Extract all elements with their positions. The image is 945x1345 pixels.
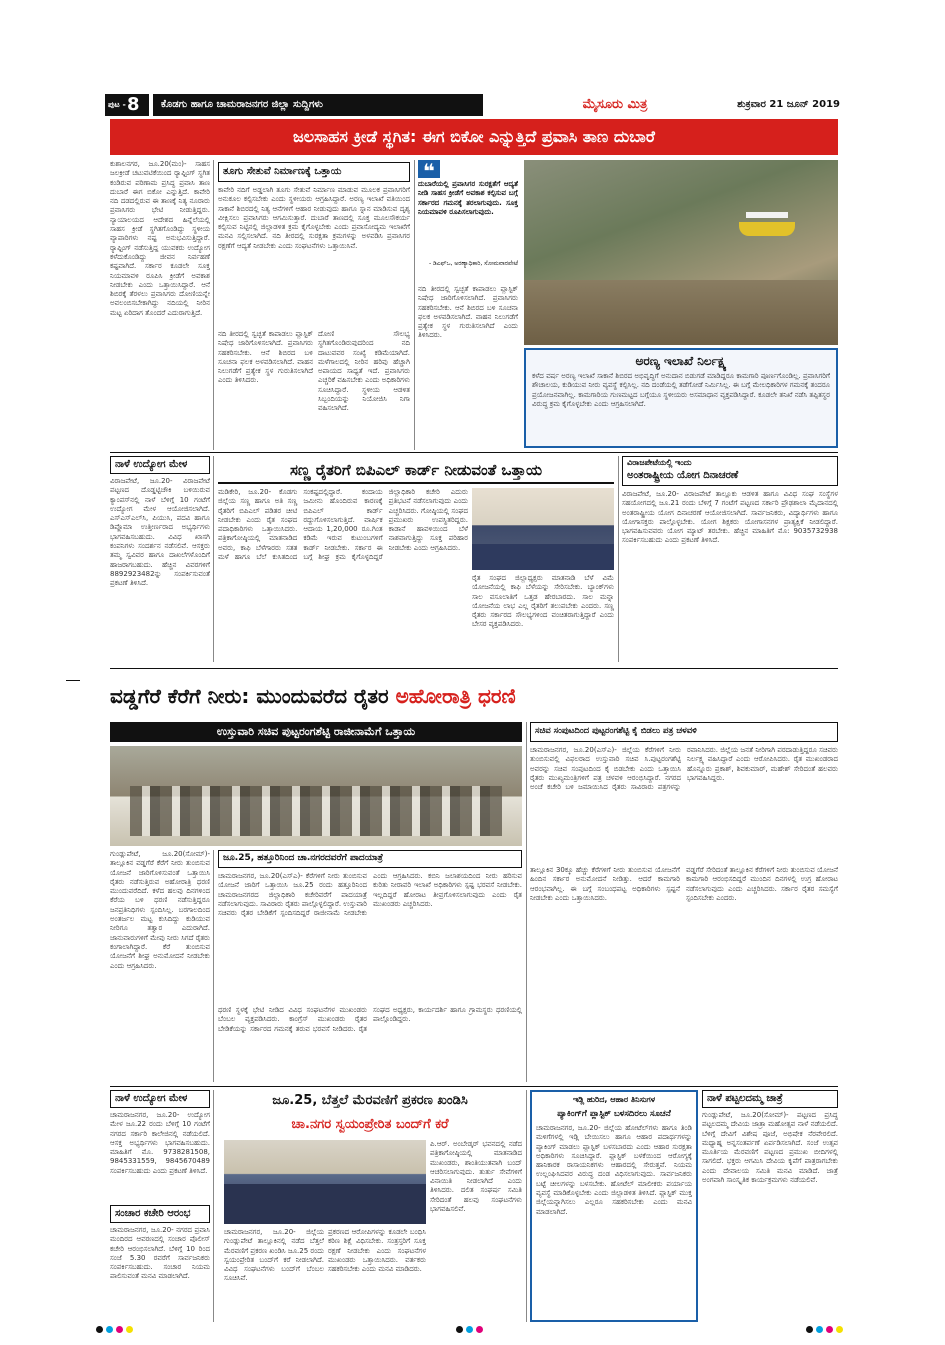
march-text: ಚಾಮರಾಜನಗರ, ಜೂ.20(ಎಸ್‌ಎ)- ಕೆರೆಗಳಿಗೆ ನೀರು ತುಂಬಿಸುವ ಯೋಜನೆ ಜಾರಿಗೆ ಒತ್ತಾಯಿಸಿ ಜೂ.25 ರಂದು ಹತ್ತೂರಿನಿಂದ ಚಾಮರಾಜನಗರದ ಜಿಲ್ಲಾಧಿಕಾರಿ ಕಚೇರಿವರೆಗೆ ಪಾದಯಾತ್ರೆ ನಡೆಸಲಾಗುವುದು. ಸಾವಿರಾರು ರೈತರು ಪಾಲ್ಗೊಳ್ಳಲಿದ್ದಾರೆ. ಉಸ್ತುವಾರಿ ಸಚಿವರು ರೈತರ ಬೇಡಿಕೆಗೆ ಸ್ಪಂದಿಸದಿದ್ದರೆ ರಾಜೀನಾಮೆ ನೀಡಬೇಕು ಎಂದು ಆಗ್ರಹಿಸಿದರು. ಕಬಿನಿ ಜಲಾಶಯದಿಂದ ನೀರು ಹರಿಸುವ ಕುರಿತು ನೀರಾವರಿ ಇಲಾಖೆ ಅಧಿಕಾರಿಗಳು ಸ್ಪಷ್ಟ ಭರವಸೆ ನೀಡಬೇಕು. ಇಲ್ಲದಿದ್ದರೆ ಹೋರಾಟ ತೀವ್ರಗೊಳಿಸಲಾಗುವುದು ಎಂದು ರೈತ ಮುಖಂಡರು ಎಚ್ಚರಿಸಿದರು. <box>218 872 522 918</box>
plastic-text: ಚಾಮರಾಜನಗರ, ಜೂ.20- ಜಿಲ್ಲೆಯ ಹೋಟೆಲ್‌ಗಳು ಹಾಗೂ ತಿಂಡಿ ಮಳಿಗೆಗಳಲ್ಲಿ ಇಡ್ಲಿ ಬೇಯಿಸಲು ಹಾಗೂ ಆಹಾರ ಪದಾರ್ಥಗಳನ್ನು ಪ್ಯಾಕಿಂಗ್ ಮಾಡಲು ಪ್ಲಾಸ್ಟಿಕ್ ಬಳಸಬಾರದು ಎಂದು ಆಹಾರ ಸುರಕ್ಷತಾ ಅಧಿಕಾರಿಗಳು ಸೂಚಿಸಿದ್ದಾರೆ. ಪ್ಲಾಸ್ಟಿಕ್ ಬಳಕೆಯಿಂದ ಆರೋಗ್ಯಕ್ಕೆ ಹಾನಿಕಾರಕ ರಾಸಾಯನಿಕಗಳು ಆಹಾರದಲ್ಲಿ ಸೇರುತ್ತವೆ. ನಿಯಮ ಉಲ್ಲಂಘಿಸಿದವರ ವಿರುದ್ಧ ದಂಡ ವಿಧಿಸಲಾಗುವುದು. ಸಾರ್ವಜನಿಕರು ಬಟ್ಟೆ ಚೀಲಗಳನ್ನು ಬಳಸಬೇಕು. ಹೋಟೆಲ್ ಮಾಲೀಕರು ಪರ್ಯಾಯ ವ್ಯವಸ್ಥೆ ಮಾಡಿಕೊಳ್ಳಬೇಕು ಎಂದು ಜಿಲ್ಲಾಡಳಿತ ತಿಳಿಸಿದೆ. ಪ್ಲಾಸ್ಟಿಕ್ ಮುಕ್ತ ಜಿಲ್ಲೆಯನ್ನಾಗಿಸಲು ಎಲ್ಲರೂ ಸಹಕರಿಸಬೇಕು ಎಂದು ಮನವಿ ಮಾಡಲಾಗಿದೆ. <box>536 1124 692 1216</box>
reg-dot-black <box>456 1326 463 1333</box>
bpl-text: ಮಡಿಕೇರಿ, ಜೂ.20- ಕೊಡಗು ಜಿಲ್ಲೆಯ ಸಣ್ಣ ಹಾಗೂ ಅತಿ ಸಣ್ಣ ರೈತರಿಗೆ ಬಿಪಿಎಲ್ ಪಡಿತರ ಚೀಟಿ ನೀಡಬೇಕು ಎಂದು ರೈತ ಸಂಘದ ಪದಾಧಿಕಾರಿಗಳು ಒತ್ತಾಯಿಸಿದರು. ಪತ್ರಿಕಾಗೋಷ್ಠಿಯಲ್ಲಿ ಮಾತನಾಡಿದ ಅವರು, ಕಾಫಿ ಬೆಳೆಗಾರರು ಸತತ ಮಳೆ ಹಾಗೂ ಬೆಲೆ ಕುಸಿತದಿಂದ ಸಂಕಷ್ಟದಲ್ಲಿದ್ದಾರೆ. ಕಂದಾಯ ಜಮೀನು ಹೊಂದಿರುವ ಕಾರಣಕ್ಕೆ ಬಿಪಿಎಲ್ ಕಾರ್ಡ್ ರದ್ದುಗೊಳಿಸಲಾಗುತ್ತಿದೆ. ವಾರ್ಷಿಕ ಆದಾಯ 1,20,000 ರೂ.ಗಿಂತ ಕಡಿಮೆ ಇರುವ ಕುಟುಂಬಗಳಿಗೆ ಕಾರ್ಡ್ ನೀಡಬೇಕು. ಸರ್ಕಾರ ಈ ಬಗ್ಗೆ ಶೀಘ್ರ ಕ್ರಮ ಕೈಗೊಳ್ಳದಿದ್ದರೆ ಜಿಲ್ಲಾಧಿಕಾರಿ ಕಚೇರಿ ಎದುರು ಪ್ರತಿಭಟನೆ ನಡೆಸಲಾಗುವುದು ಎಂದು ಎಚ್ಚರಿಸಿದರು. ಗೋಷ್ಠಿಯಲ್ಲಿ ಸಂಘದ ಪ್ರಮುಖರು ಉಪಸ್ಥಿತರಿದ್ದರು. ಕಾಡಾನೆ ಹಾವಳಿಯಿಂದ ಬೆಳೆ ನಾಶವಾಗುತ್ತಿದ್ದು ಸೂಕ್ತ ಪರಿಹಾರ ನೀಡಬೇಕು ಎಂದು ಆಗ್ರಹಿಸಿದರು. <box>218 488 468 562</box>
col-rule <box>213 160 214 450</box>
forest-box-title: ಅರಣ್ಯ ಇಲಾಖೆ ನಿರ್ಲಕ್ಷ್ಯ <box>635 354 727 368</box>
quote-text: ದುಬಾರೆಯಲ್ಲಿ ಪ್ರವಾಸಿಗರ ಸುರಕ್ಷತೆಗೆ ಆದ್ಯತೆ ನೀಡಿ ಸಾಹಸ ಕ್ರೀಡೆಗೆ ಅವಕಾಶ ಕಲ್ಪಿಸುವ ಬಗ್ಗೆ ಸರ್ಕಾರದ ಗಮನಕ್ಕೆ ತರಲಾಗುವುದು. ಸೂಕ್ತ ನಿಯಮಾವಳಿ ರೂಪಿಸಲಾಗುವುದು. <box>418 180 518 216</box>
yoga-title: ಅಂತರಾಷ್ಟ್ರೀಯ ಯೋಗ ದಿನಾಚರಣೆ <box>627 470 739 481</box>
lead-col4-text: ನದಿ ತೀರದಲ್ಲಿ ಸ್ವಚ್ಛತೆ ಕಾಪಾಡಲು ಪ್ಲಾಸ್ಟಿಕ್ ನಿಷೇಧ ಜಾರಿಗೊಳಿಸಲಾಗಿದೆ. ಪ್ರವಾಸಿಗರು ಸಹಕರಿಸಬೇಕು. ಆನೆ ಶಿಬಿರದ ಬಳಿ ಸೂಚನಾ ಫಲಕ ಅಳವಡಿಸಲಾಗಿದೆ. ವಾಹನ ನಿಲುಗಡೆಗೆ ಪ್ರತ್ಯೇಕ ಸ್ಥಳ ಗುರುತಿಸಲಾಗಿದೆ ಎಂದು ತಿಳಿಸಿದರು. <box>418 285 518 340</box>
protest-headline-b: ಅಹೋರಾತ್ರಿ ಧರಣಿ <box>395 684 516 708</box>
page-number: 8 <box>127 94 140 115</box>
minister-text: ಚಾಮರಾಜನಗರ, ಜೂ.20(ಎಸ್‌ಎ)- ಜಿಲ್ಲೆಯ ಕೆರೆಗಳಿಗೆ ನೀರು ತುಂಬಿಸುವಲ್ಲಿ ವಿಫಲರಾದ ಉಸ್ತುವಾರಿ ಸಚಿವ ಸಿ.ಪುಟ್ಟರಂಗಶೆಟ್ಟಿ ಅವರನ್ನು ಸಚಿವ ಸಂಪುಟದಿಂದ ಕೈ ಬಿಡಬೇಕು ಎಂದು ಒತ್ತಾಯಿಸಿ ರೈತರು ಮುಖ್ಯಮಂತ್ರಿಗಳಿಗೆ ಪತ್ರ ಚಳವಳಿ ಆರಂಭಿಸಿದ್ದಾರೆ. ನಗರದ ಅಂಚೆ ಕಚೇರಿ ಬಳಿ ಜಮಾಯಿಸಿದ ರೈತರು ಸಾವಿರಾರು ಪತ್ರಗಳನ್ನು ರವಾನಿಸಿದರು. ಜಿಲ್ಲೆಯ ಜನತೆ ನೀರಿಗಾಗಿ ಪರದಾಡುತ್ತಿದ್ದರೂ ಸಚಿವರು ನಿರ್ಲಕ್ಷ್ಯ ವಹಿಸಿದ್ದಾರೆ ಎಂದು ಆರೋಪಿಸಿದರು. ರೈತ ಮುಖಂಡರಾದ ಹೊನ್ನೂರು ಪ್ರಕಾಶ್, ಶಿವಕುಮಾರ್, ಮಹೇಶ್ ಸೇರಿದಂತೆ ಹಲವರು ಭಾಗವಹಿಸಿದ್ದರು. <box>530 746 838 792</box>
reg-dot-magenta <box>476 1326 483 1333</box>
bandh-kicker: ಜೂ.25, ಬೆತ್ತಲೆ ಮೆರವಣಿಗೆ ಪ್ರಕರಣ ಖಂಡಿಸಿ <box>272 1093 468 1108</box>
reg-dot-magenta <box>826 1326 833 1333</box>
crop-mark <box>66 680 80 681</box>
section-title: ಕೊಡಗು ಹಾಗೂ ಚಾಮರಾಜನಗರ ಜಿಲ್ಲಾ ಸುದ್ದಿಗಳು <box>153 94 483 116</box>
river-bank <box>524 280 838 345</box>
plastic-box <box>530 1090 698 1322</box>
col-rule <box>526 1090 527 1322</box>
march-headline: ಜೂ.25, ಹತ್ತೂರಿನಿಂದ ಚಾ.ನಗರದವರೆಗೆ ಪಾದಯಾತ್ರೆ <box>218 850 522 868</box>
bpl-headline: ಸಣ್ಣ ರೈತರಿಗೆ ಬಿಪಿಎಲ್ ಕಾರ್ಡ್ ನೀಡುವಂತೆ ಒತ್ತಾಯ <box>218 456 614 484</box>
masthead <box>105 94 840 116</box>
reg-dot-cyan <box>466 1326 473 1333</box>
reg-dot-cyan <box>816 1326 823 1333</box>
protest-subhead: ಉಸ್ತುವಾರಿ ಸಚಿವ ಪುಟ್ಟರಂಗಶೆಟ್ಟಿ ರಾಜೀನಾಮೆಗೆ ಒತ್ತಾಯ <box>110 722 522 742</box>
col-rule <box>213 456 214 662</box>
lead-col3b-text: ದೋಣಿ ಸೌಲಭ್ಯ ಸ್ಥಗಿತಗೊಂಡಿರುವುದರಿಂದ ನದಿ ದಾಟುವವರ ಸಂಖ್ಯೆ ಕಡಿಮೆಯಾಗಿದೆ. ಮಳೆಗಾಲದಲ್ಲಿ ನೀರಿನ ಹರಿವು ಹೆಚ್ಚಾಗಿ ಅಪಾಯದ ಸಾಧ್ಯತೆ ಇದೆ. ಪ್ರವಾಸಿಗರು ಎಚ್ಚರಿಕೆ ವಹಿಸಬೇಕು ಎಂದು ಅಧಿಕಾರಿಗಳು ಸೂಚಿಸಿದ್ದಾರೆ. ಸ್ಥಳೀಯ ಆಡಳಿತ ಸಿಬ್ಬಂದಿಯನ್ನು ನಿಯೋಜಿಸಿ ನಿಗಾ ವಹಿಸಲಾಗಿದೆ. <box>318 330 410 413</box>
bpl-text2: ರೈತ ಸಂಘದ ಜಿಲ್ಲಾಧ್ಯಕ್ಷರು ಮಾತನಾಡಿ ಬೆಳೆ ವಿಮೆ ಯೋಜನೆಯಲ್ಲಿ ಕಾಫಿ ಬೆಳೆಯನ್ನು ಸೇರಿಸಬೇಕು. ಬ್ಯಾಂಕ್‌ಗಳು ಸಾಲ ವಸೂಲಾತಿಗೆ ಒತ್ತಡ ಹೇರಬಾರದು. ಸಾಲ ಮನ್ನಾ ಯೋಜನೆಯ ಲಾಭ ಎಲ್ಲ ರೈತರಿಗೆ ತಲುಪಬೇಕು ಎಂದರು. ಸಣ್ಣ ರೈತರು ಸರ್ಕಾರದ ಸೌಲಭ್ಯಗಳಿಂದ ವಂಚಿತರಾಗುತ್ತಿದ್ದಾರೆ ಎಂದು ಬೇಸರ ವ್ಯಕ್ತಪಡಿಸಿದರು. <box>472 574 614 629</box>
reg-dot-black <box>806 1326 813 1333</box>
bandh-col1: ಚಾಮರಾಜನಗರ, ಜೂ.20- ಜಿಲ್ಲೆಯ ಗುಂಡ್ಲುಪೇಟೆ ತಾಲ್ಲೂಕಿನಲ್ಲಿ ನಡೆದ ಬೆತ್ತಲೆ ಮೆರವಣಿಗೆ ಪ್ರಕರಣ ಖಂಡಿಸಿ ಜೂ.25 ರಂದು ಸ್ವಯಂಪ್ರೇರಿತ ಬಂದ್‌ಗೆ ಕರೆ ನೀಡಲಾಗಿದೆ. ವಿವಿಧ ಸಂಘಟನೆಗಳು ಬಂದ್‌ಗೆ ಬೆಂಬಲ ಸೂಚಿಸಿವೆ. <box>224 1228 324 1283</box>
issue-date: ಶುಕ್ರವಾರ 21 ಜೂನ್ 2019 <box>737 99 840 110</box>
jatre-title: ನಾಳೆ ಪಟ್ಟಲದಮ್ಮ ಜಾತ್ರೆ <box>702 1090 838 1108</box>
court-text: ಚಾಮರಾಜನಗರ, ಜೂ.20- ನಗರದ ಪ್ರವಾಸಿ ಮಂದಿರದ ಆವರಣದಲ್ಲಿ ಸಂಚಾರ ಪೊಲೀಸ್ ಕಚೇರಿ ಆರಂಭಿಸಲಾಗಿದೆ. ಬೆಳಿಗ್ಗೆ 10 ರಿಂದ ಸಂಜೆ 5.30 ರವರೆಗೆ ಸಾರ್ವಜನಿಕರು ಸಂಪರ್ಕಿಸಬಹುದು. ಸಂಚಾರ ನಿಯಮ ಪಾಲಿಸುವಂತೆ ಮನವಿ ಮಾಡಲಾಗಿದೆ. <box>110 1226 210 1281</box>
yoga-title-small: ವಿರಾಜಪೇಟೆಯಲ್ಲಿ ಇಂದು <box>627 458 692 467</box>
protest-dharna-photo <box>110 746 522 846</box>
minister-headline: ಸಚಿವ ಸಂಪುಟದಿಂದ ಪುಟ್ಟರಂಗಶೆಟ್ಟಿ ಕೈ ಬಿಡಲು ಪತ್ರ ಚಳವಳಿ <box>530 722 838 742</box>
press-table <box>224 1184 426 1224</box>
protest-headline <box>110 676 838 716</box>
press-table <box>472 544 614 570</box>
yoga-text: ವಿರಾಜಪೇಟೆ, ಜೂ.20- ವಿರಾಜಪೇಟೆ ತಾಲ್ಲೂಕು ಆಡಳಿತ ಹಾಗೂ ವಿವಿಧ ಸಂಘ ಸಂಸ್ಥೆಗಳ ಸಹಯೋಗದಲ್ಲಿ ಜೂ.21 ರಂದು ಬೆಳಿಗ್ಗೆ 7 ಗಂಟೆಗೆ ಪಟ್ಟಣದ ಸರ್ಕಾರಿ ಪ್ರೌಢಶಾಲಾ ಮೈದಾನದಲ್ಲಿ ಅಂತರಾಷ್ಟ್ರೀಯ ಯೋಗ ದಿನಾಚರಣೆ ಆಯೋಜಿಸಲಾಗಿದೆ. ಸಾರ್ವಜನಿಕರು, ವಿದ್ಯಾರ್ಥಿಗಳು ಹಾಗೂ ಯೋಗಾಸಕ್ತರು ಪಾಲ್ಗೊಳ್ಳಬೇಕು. ಯೋಗ ಶಿಕ್ಷಕರು ಯೋಗಾಸನಗಳ ಪ್ರಾತ್ಯಕ್ಷಿಕೆ ನೀಡಲಿದ್ದಾರೆ. ಭಾಗವಹಿಸುವವರು ಯೋಗ ಮ್ಯಾಟ್ ತರಬೇಕು. ಹೆಚ್ಚಿನ ಮಾಹಿತಿಗೆ ಮೊ: 9035732938 ಸಂಪರ್ಕಿಸಬಹುದು ಎಂದು ಪ್ರಕಟಣೆ ತಿಳಿಸಿದೆ. <box>622 490 838 545</box>
job-fair-2-text: ಚಾಮರಾಜನಗರ, ಜೂ.20- ಉದ್ಯೋಗ ಮೇಳ ಜೂ.22 ರಂದು ಬೆಳಿಗ್ಗೆ 10 ಗಂಟೆಗೆ ನಗರದ ಸರ್ಕಾರಿ ಕಾಲೇಜಿನಲ್ಲಿ ನಡೆಯಲಿದೆ. ಆಸಕ್ತ ಅಭ್ಯರ್ಥಿಗಳು ಭಾಗವಹಿಸಬಹುದು. ಮಾಹಿತಿಗೆ ಮೊ. 9738281508, 9845331559, 9845670489 ಸಂಪರ್ಕಿಸಬಹುದು ಎಂದು ಪ್ರಕಟಣೆ ತಿಳಿಸಿದೆ. <box>110 1111 210 1175</box>
reg-dot-black <box>96 1326 103 1333</box>
col-rule <box>213 850 214 1082</box>
protest-col3: ಧರಣಿ ಸ್ಥಳಕ್ಕೆ ಭೇಟಿ ನೀಡಿದ ವಿವಿಧ ಸಂಘಟನೆಗಳ ಮುಖಂಡರು ಬೆಂಬಲ ವ್ಯಕ್ತಪಡಿಸಿದರು. ಕಾಂಗ್ರೆಸ್ ಮುಖಂಡರು ರೈತರ ಬೇಡಿಕೆಯನ್ನು ಸರ್ಕಾರದ ಗಮನಕ್ಕೆ ತರುವ ಭರವಸೆ ನೀಡಿದರು. ರೈತ ಸಂಘದ ಅಧ್ಯಕ್ಷರು, ಕಾರ್ಯದರ್ಶಿ ಹಾಗೂ ಗ್ರಾಮಸ್ಥರು ಧರಣಿಯಲ್ಲಿ ಪಾಲ್ಗೊಂಡಿದ್ದರು. <box>218 1006 522 1033</box>
lead-col1-text: ಕುಶಾಲನಗರ, ಜೂ.20(ಮಂ)- ಸಾಹಸ ಜಲಕ್ರೀಡೆ ಚಟುವಟಿಕೆಯಿಂದ ರ್‍ಯಾಫ್ಟಿಂಗ್ ಸ್ಥಗಿತ ಕಂಡಿರುವ ಪರಿಣಾಮ ಪ್ರಸಿದ್ಧ ಪ್ರವಾಸಿ ತಾಣ ದುಬಾರೆ ಈಗ ಬಿಕೋ ಎನ್ನುತ್ತಿದೆ. ಕಾವೇರಿ ನದಿ ದಡದಲ್ಲಿರುವ ಈ ತಾಣಕ್ಕೆ ನಿತ್ಯ ನೂರಾರು ಪ್ರವಾಸಿಗರು ಭೇಟಿ ನೀಡುತ್ತಿದ್ದರು. ನ್ಯಾಯಾಲಯದ ಆದೇಶದ ಹಿನ್ನೆಲೆಯಲ್ಲಿ ಸಾಹಸ ಕ್ರೀಡೆ ಸ್ಥಗಿತಗೊಂಡಿದ್ದು ಸ್ಥಳೀಯ ವ್ಯಾಪಾರಿಗಳು ನಷ್ಟ ಅನುಭವಿಸುತ್ತಿದ್ದಾರೆ. ರ್‍ಯಾಫ್ಟಿಂಗ್ ನಡೆಸುತ್ತಿದ್ದ ಯುವಕರು ಉದ್ಯೋಗ ಕಳೆದುಕೊಂಡಿದ್ದು ಜೀವನ ನಿರ್ವಹಣೆ ಕಷ್ಟವಾಗಿದೆ. ಸರ್ಕಾರ ಕೂಡಲೇ ಸೂಕ್ತ ನಿಯಮಾವಳಿ ರೂಪಿಸಿ ಕ್ರೀಡೆಗೆ ಅವಕಾಶ ನೀಡಬೇಕು ಎಂದು ಒತ್ತಾಯಿಸಿದ್ದಾರೆ. ಆನೆ ಶಿಬಿರಕ್ಕೆ ತೆರಳಲು ಪ್ರವಾಸಿಗರು ದೋಣಿಯನ್ನೇ ಅವಲಂಬಿಸಬೇಕಾಗಿದ್ದು ನದಿಯಲ್ಲಿ ನೀರಿನ ಮಟ್ಟ ಏರಿದಾಗ ತೊಂದರೆ ಎದುರಾಗುತ್ತಿದೆ. <box>110 160 210 317</box>
lead-col2-text: ಕಾವೇರಿ ನದಿಗೆ ಅಡ್ಡಲಾಗಿ ತೂಗು ಸೇತುವೆ ನಿರ್ಮಾಣ ಮಾಡುವ ಮೂಲಕ ಪ್ರವಾಸಿಗರಿಗೆ ಅನುಕೂಲ ಕಲ್ಪಿಸಬೇಕು ಎಂದು ಸ್ಥಳೀಯರು ಆಗ್ರಹಿಸಿದ್ದಾರೆ. ಅರಣ್ಯ ಇಲಾಖೆ ವತಿಯಿಂದ ಸಾಕಾನೆ ಶಿಬಿರದಲ್ಲಿ ನಿತ್ಯ ಆನೆಗಳಿಗೆ ಆಹಾರ ನೀಡುವುದು ಹಾಗೂ ಸ್ನಾನ ಮಾಡಿಸುವ ದೃಶ್ಯ ವೀಕ್ಷಿಸಲು ಪ್ರವಾಸಿಗರು ಆಗಮಿಸುತ್ತಾರೆ. ದುಬಾರೆ ತಾಣದಲ್ಲಿ ಸೂಕ್ತ ಮೂಲಸೌಕರ್ಯ ಕಲ್ಪಿಸುವ ನಿಟ್ಟಿನಲ್ಲಿ ಜಿಲ್ಲಾಡಳಿತ ಕ್ರಮ ಕೈಗೊಳ್ಳಬೇಕು ಎಂದು ಪ್ರವಾಸೋದ್ಯಮ ಇಲಾಖೆಗೆ ಮನವಿ ಸಲ್ಲಿಸಲಾಗಿದೆ. ನದಿ ತೀರದಲ್ಲಿ ಸುರಕ್ಷತಾ ಕ್ರಮಗಳನ್ನು ಅಳವಡಿಸಿ ಪ್ರವಾಸಿಗರ ರಕ್ಷಣೆಗೆ ಆದ್ಯತೆ ನೀಡಬೇಕು ಎಂದು ಸಂಘಟನೆಗಳು ಒತ್ತಾಯಿಸಿವೆ. <box>218 186 410 250</box>
boat-shape <box>739 222 795 236</box>
yoga-title-box <box>622 456 838 486</box>
forest-box-text: ಕಳೆದ ವರ್ಷ ಅರಣ್ಯ ಇಲಾಖೆ ಸಾಕಾನೆ ಶಿಬಿರದ ಅಭಿವೃದ್ಧಿಗೆ ಅನುದಾನ ಬಿಡುಗಡೆ ಮಾಡಿದ್ದರೂ ಕಾಮಗಾರಿ ಪೂರ್ಣಗೊಂಡಿಲ್ಲ. ಪ್ರವಾಸಿಗರಿಗೆ ಶೌಚಾಲಯ, ಕುಡಿಯುವ ನೀರು ವ್ಯವಸ್ಥೆ ಕಲ್ಪಿಸಿಲ್ಲ. ನದಿ ದಂಡೆಯಲ್ಲಿ ತಡೆಗೋಡೆ ನಿರ್ಮಿಸಿಲ್ಲ. ಈ ಬಗ್ಗೆ ಮೇಲಧಿಕಾರಿಗಳ ಗಮನಕ್ಕೆ ತಂದರೂ ಪ್ರಯೋಜನವಾಗಿಲ್ಲ. ಕಾಮಗಾರಿಯ ಗುಣಮಟ್ಟದ ಬಗ್ಗೆಯೂ ಸ್ಥಳೀಯರು ಅಸಮಾಧಾನ ವ್ಯಕ್ತಪಡಿಸಿದ್ದಾರೆ. ಕೂಡಲೇ ತನಿಖೆ ನಡೆಸಿ ತಪ್ಪಿತಸ್ಥರ ವಿರುದ್ಧ ಕ್ರಮ ಕೈಗೊಳ್ಳಬೇಕು ಎಂದು ಆಗ್ರಹಿಸಲಾಗಿದೆ. <box>532 372 830 408</box>
protest-col1: ಗುಂಡ್ಲುಪೇಟೆ, ಜೂ.20(ಸೋಮ್)- ತಾಲ್ಲೂಕಿನ ವಡ್ಡಗೆರೆ ಕೆರೆಗೆ ನೀರು ತುಂಬಿಸುವ ಯೋಜನೆ ಜಾರಿಗೊಳಿಸುವಂತೆ ಒತ್ತಾಯಿಸಿ ರೈತರು ನಡೆಸುತ್ತಿರುವ ಅಹೋರಾತ್ರಿ ಧರಣಿ ಮುಂದುವರೆದಿದೆ. ಕಳೆದ ಹಲವು ದಿನಗಳಿಂದ ಕೆರೆಯ ಬಳಿ ಧರಣಿ ನಡೆಸುತ್ತಿದ್ದರೂ ಜನಪ್ರತಿನಿಧಿಗಳು ಸ್ಪಂದಿಸಿಲ್ಲ. ಬರಗಾಲದಿಂದ ಅಂತರ್ಜಲ ಮಟ್ಟ ಕುಸಿದಿದ್ದು ಕುಡಿಯುವ ನೀರಿಗೂ ತತ್ವಾರ ಎದುರಾಗಿದೆ. ಜಾನುವಾರುಗಳಿಗೆ ಮೇವು ನೀರು ಸಿಗದೆ ರೈತರು ಕಂಗಾಲಾಗಿದ್ದಾರೆ. ಕೆರೆ ತುಂಬಿಸುವ ಯೋಜನೆಗೆ ಶೀಘ್ರ ಅನುಮೋದನೆ ನೀಡಬೇಕು ಎಂದು ಆಗ್ರಹಿಸಿದರು. <box>110 850 210 970</box>
bandh-press-photo <box>224 1140 426 1224</box>
jatre-text: ಗುಂಡ್ಲುಪೇಟೆ, ಜೂ.20(ಸೋಮ್)- ಪಟ್ಟಣದ ಪ್ರಸಿದ್ಧ ಪಟ್ಟಲದಮ್ಮ ದೇವಿಯ ಜಾತ್ರಾ ಮಹೋತ್ಸವ ನಾಳೆ ನಡೆಯಲಿದೆ. ಬೆಳಿಗ್ಗೆ ದೇವಿಗೆ ವಿಶೇಷ ಪೂಜೆ, ಅಭಿಷೇಕ ನೆರವೇರಲಿದೆ. ಮಧ್ಯಾಹ್ನ ಅನ್ನಸಂತರ್ಪಣೆ ಏರ್ಪಡಿಸಲಾಗಿದೆ. ಸಂಜೆ ಉತ್ಸವ ಮೂರ್ತಿಯ ಮೆರವಣಿಗೆ ಪಟ್ಟಣದ ಪ್ರಮುಖ ಬೀದಿಗಳಲ್ಲಿ ಸಾಗಲಿದೆ. ಭಕ್ತರು ಆಗಮಿಸಿ ದೇವಿಯ ಕೃಪೆಗೆ ಪಾತ್ರರಾಗಬೇಕು ಎಂದು ದೇವಾಲಯ ಸಮಿತಿ ಮನವಿ ಮಾಡಿದೆ. ಜಾತ್ರೆ ಅಂಗವಾಗಿ ಸಾಂಸ್ಕೃತಿಕ ಕಾರ್ಯಕ್ರಮಗಳು ನಡೆಯಲಿವೆ. <box>702 1111 838 1185</box>
reg-dot-yellow <box>126 1326 133 1333</box>
paper-name: ಮೈಸೂರು ಮಿತ್ರ <box>582 97 648 112</box>
plastic-kicker: ಇಡ್ಲಿ ಹುರಿದ, ಆಹಾರ ತಿನಿಸುಗಳ <box>572 1095 656 1104</box>
bandh-col3: ಪಿ.ಆರ್. ಅಂಬೇಡ್ಕರ್ ಭವನದಲ್ಲಿ ನಡೆದ ಪತ್ರಿಕಾಗೋಷ್ಠಿಯಲ್ಲಿ ಮಾತನಾಡಿದ ಮುಖಂಡರು, ಶಾಂತಿಯುತವಾಗಿ ಬಂದ್ ಆಚರಿಸಲಾಗುವುದು. ತುರ್ತು ಸೇವೆಗಳಿಗೆ ವಿನಾಯಿತಿ ನೀಡಲಾಗಿದೆ ಎಂದು ತಿಳಿಸಿದರು. ದಲಿತ ಸಂಘರ್ಷ ಸಮಿತಿ ಸೇರಿದಂತೆ ಹಲವು ಸಂಘಟನೆಗಳು ಭಾಗವಹಿಸಲಿವೆ. <box>430 1140 522 1214</box>
bandh-headline: ಚಾ.ನಗರ ಸ್ವಯಂಪ್ರೇರಿತ ಬಂದ್‌ಗೆ ಕರೆ <box>291 1117 449 1132</box>
reg-dot <box>90 1338 97 1345</box>
section-rule <box>110 668 838 669</box>
section-rule <box>110 1086 838 1087</box>
reg-dot-magenta <box>116 1326 123 1333</box>
job-fair-2-title: ನಾಳೆ ಉದ್ಯೋಗ ಮೇಳ <box>110 1090 210 1108</box>
lead-subhead: ತೂಗು ಸೇತುವೆ ನಿರ್ಮಾಣಕ್ಕೆ ಒತ್ತಾಯ <box>218 162 410 182</box>
crowd-shape <box>130 786 502 836</box>
job-fair-1-text: ವಿರಾಜಪೇಟೆ, ಜೂ.20- ವಿರಾಜಪೇಟೆ ಪಟ್ಟಣದ ದೊಡ್ಡಟ್ಟಿಚೌಕಿ ಬಳಿಯಿರುವ ಕ್ಯಾಂಪಸ್‌ನಲ್ಲಿ ನಾಳೆ ಬೆಳಿಗ್ಗೆ 10 ಗಂಟೆಗೆ ಉದ್ಯೋಗ ಮೇಳ ಆಯೋಜಿಸಲಾಗಿದೆ. ಎಸ್‌ಎಸ್‌ಎಲ್‌ಸಿ, ಪಿಯುಸಿ, ಪದವಿ ಹಾಗೂ ಡಿಪ್ಲೊಮಾ ಉತ್ತೀರ್ಣರಾದ ಅಭ್ಯರ್ಥಿಗಳು ಭಾಗವಹಿಸಬಹುದು. ವಿವಿಧ ಖಾಸಗಿ ಕಂಪನಿಗಳು ಸಂದರ್ಶನ ನಡೆಸಲಿವೆ. ಆಸಕ್ತರು ತಮ್ಮ ಸ್ವವಿವರ ಹಾಗೂ ದಾಖಲೆಗಳೊಂದಿಗೆ ಹಾಜರಾಗಬಹುದು. ಹೆಚ್ಚಿನ ವಿವರಗಳಿಗೆ 8892923482ನ್ನು ಸಂಪರ್ಕಿಸುವಂತೆ ಪ್ರಕಟಣೆ ತಿಳಿಸಿದೆ. <box>110 477 210 588</box>
lead-col2b-text: ನದಿ ತೀರದಲ್ಲಿ ಸ್ವಚ್ಛತೆ ಕಾಪಾಡಲು ಪ್ಲಾಸ್ಟಿಕ್ ನಿಷೇಧ ಜಾರಿಗೊಳಿಸಲಾಗಿದೆ. ಪ್ರವಾಸಿಗರು ಸಹಕರಿಸಬೇಕು. ಆನೆ ಶಿಬಿರದ ಬಳಿ ಸೂಚನಾ ಫಲಕ ಅಳವಡಿಸಲಾಗಿದೆ. ವಾಹನ ನಿಲುಗಡೆಗೆ ಪ್ರತ್ಯೇಕ ಸ್ಥಳ ಗುರುತಿಸಲಾಗಿದೆ ಎಂದು ತಿಳಿಸಿದರು. <box>218 330 313 385</box>
page-label: ಪುಟ - <box>108 100 126 109</box>
col-rule <box>618 456 619 662</box>
forest-box <box>524 348 838 448</box>
page-number-badge <box>105 94 149 116</box>
boat-canopy <box>746 212 788 218</box>
minister-text2: ವಡ್ಡಗೆರೆ ಸೇರಿದಂತೆ ತಾಲ್ಲೂಕಿನ ಕೆರೆಗಳಿಗೆ ನೀರು ತುಂಬಿಸುವ ಯೋಜನೆ ಕಾಮಗಾರಿ ಆರಂಭಿಸದಿದ್ದರೆ ಮುಂದಿನ ದಿನಗಳಲ್ಲಿ ಉಗ್ರ ಹೋರಾಟ ನಡೆಸಲಾಗುವುದು ಎಂದು ಎಚ್ಚರಿಸಿದರು. ಸರ್ಕಾರ ರೈತರ ಸಮಸ್ಯೆಗೆ ಸ್ಪಂದಿಸಬೇಕು ಎಂದರು. <box>686 866 838 902</box>
dubare-river-photo <box>524 160 838 345</box>
section-rule <box>110 452 838 453</box>
lead-headline: ಜಲಸಾಹಸ ಕ್ರೀಡೆ ಸ್ಥಗಿತ: ಈಗ ಬಿಕೋ ಎನ್ನುತ್ತಿದೆ ಪ್ರವಾಸಿ ತಾಣ ದುಬಾರೆ <box>110 119 838 155</box>
quote-source: - ಡಿಎಫ್‌ಒ, ಅರಣ್ಯಾಧಿಕಾರಿ, ಸೋಮವಾರಪೇಟೆ <box>428 260 518 267</box>
quote-box <box>418 160 518 280</box>
quote-mark-icon: ❝ <box>418 160 440 178</box>
reg-dot-cyan <box>106 1326 113 1333</box>
protest-headline-a: ವಡ್ಡಗೆರೆ ಕೆರೆಗೆ ನೀರು: ಮುಂದುವರೆದ ರೈತರ <box>110 684 396 708</box>
reg-dot-yellow <box>836 1326 843 1333</box>
job-fair-1-title: ನಾಳೆ ಉದ್ಯೋಗ ಮೇಳ <box>110 456 210 474</box>
bandh-col2: ಪ್ರಕರಣದ ಆರೋಪಿಗಳನ್ನು ಕೂಡಲೇ ಬಂಧಿಸಿ ಕಠಿಣ ಶಿಕ್ಷೆ ವಿಧಿಸಬೇಕು. ಸಂತ್ರಸ್ತರಿಗೆ ಸೂಕ್ತ ರಕ್ಷಣೆ ನೀಡಬೇಕು ಎಂದು ಸಂಘಟನೆಗಳ ಮುಖಂಡರು ಒತ್ತಾಯಿಸಿದರು. ವರ್ತಕರು ಸಹಕರಿಸಬೇಕು ಎಂದು ಮನವಿ ಮಾಡಿದರು. <box>328 1228 426 1274</box>
court-title: ಸಂಚಾರ ಕಚೇರಿ ಆರಂಭ <box>110 1205 210 1223</box>
col-rule <box>414 160 415 450</box>
bpl-press-photo <box>472 488 614 570</box>
protest-col4: ತಾಲ್ಲೂಕಿನ 30ಕ್ಕೂ ಹೆಚ್ಚು ಕೆರೆಗಳಿಗೆ ನೀರು ತುಂಬಿಸುವ ಯೋಜನೆಗೆ ಹಿಂದಿನ ಸರ್ಕಾರ ಅನುಮೋದನೆ ನೀಡಿತ್ತು. ಆದರೆ ಕಾಮಗಾರಿ ಆರಂಭವಾಗಿಲ್ಲ. ಈ ಬಗ್ಗೆ ಸಂಬಂಧಪಟ್ಟ ಅಧಿಕಾರಿಗಳು ಸ್ಪಷ್ಟನೆ ನೀಡಬೇಕು ಎಂದು ಒತ್ತಾಯಿಸಿದರು. <box>530 866 680 902</box>
col-rule <box>213 1090 214 1322</box>
plastic-headline: ಪ್ಯಾಕಿಂಗ್‌ಗೆ ಪ್ಲಾಸ್ಟಿಕ್ ಬಳಸದಿರಲು ಸೂಚನೆ <box>557 1109 671 1119</box>
col-rule <box>526 722 527 1082</box>
